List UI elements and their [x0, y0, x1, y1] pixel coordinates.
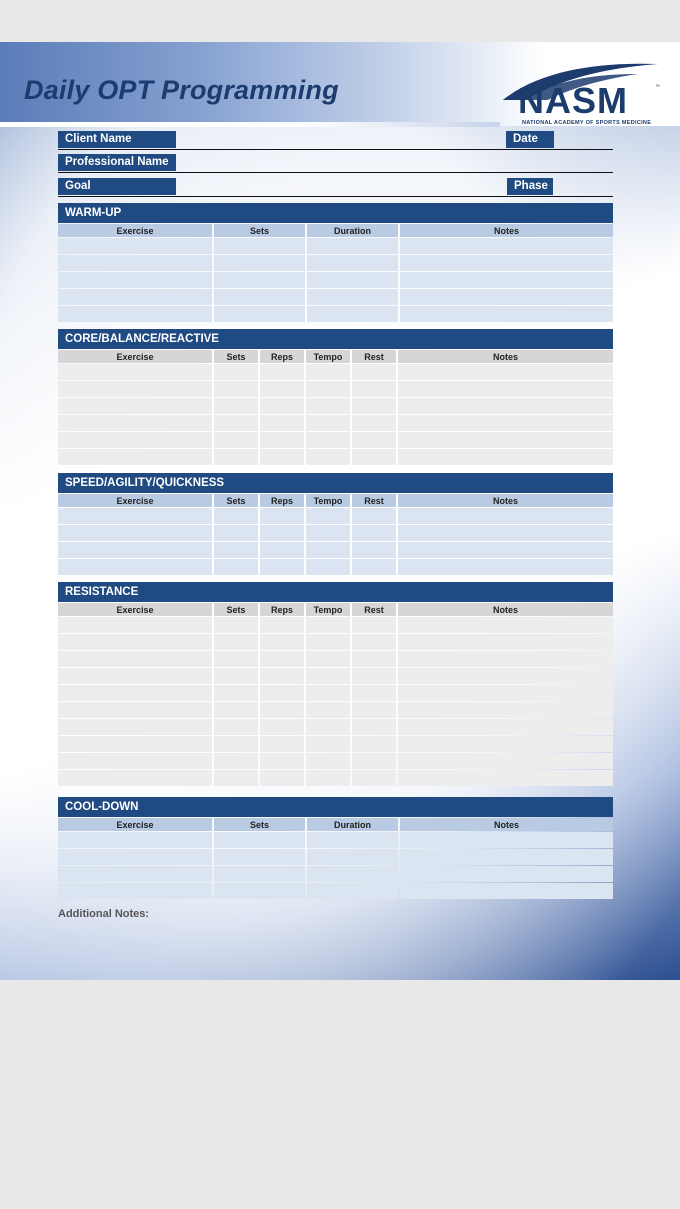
table-cell[interactable] [352, 685, 396, 701]
table-row [58, 849, 613, 865]
section-title: CORE/BALANCE/REACTIVE [58, 329, 613, 349]
table-cell[interactable] [352, 381, 396, 397]
table-cell[interactable] [398, 651, 613, 667]
table-cell[interactable] [214, 883, 305, 899]
phase-label: Phase [507, 178, 553, 195]
col-reps: Reps [260, 603, 304, 616]
table-cell[interactable] [58, 449, 212, 465]
table-cell[interactable] [352, 634, 396, 650]
table-cell[interactable] [214, 272, 305, 288]
table-cell[interactable] [214, 770, 258, 786]
table-cell[interactable] [214, 432, 258, 448]
table-cell[interactable] [58, 272, 212, 288]
table-cell[interactable] [352, 398, 396, 414]
table-cell[interactable] [260, 617, 304, 633]
table-cell[interactable] [352, 364, 396, 380]
table-cell[interactable] [352, 719, 396, 735]
table-cell[interactable] [58, 238, 212, 254]
table-cell[interactable] [214, 398, 258, 414]
col-sets: Sets [214, 224, 305, 237]
table-cell[interactable] [307, 289, 398, 305]
table-cell[interactable] [58, 719, 212, 735]
table-cell[interactable] [352, 415, 396, 431]
table-cell[interactable] [58, 849, 212, 865]
col-notes: Notes [400, 818, 613, 831]
table-row [58, 542, 613, 558]
table-cell[interactable] [58, 289, 212, 305]
table-row [58, 364, 613, 380]
table-cell[interactable] [352, 702, 396, 718]
saq-section [58, 473, 613, 576]
table-cell[interactable] [400, 238, 613, 254]
table-cell[interactable] [307, 306, 398, 322]
table-row [58, 255, 613, 271]
core-table [56, 349, 615, 466]
table-cell[interactable] [400, 272, 613, 288]
table-cell[interactable] [306, 685, 350, 701]
table-cell[interactable] [214, 559, 258, 575]
col-notes: Notes [398, 350, 613, 363]
table-cell[interactable] [400, 255, 613, 271]
title-rule [0, 122, 500, 127]
table-cell[interactable] [214, 736, 258, 752]
additional-notes-label: Additional Notes: [58, 908, 150, 920]
table-cell[interactable] [58, 306, 212, 322]
table-cell[interactable] [260, 364, 304, 380]
table-cell[interactable] [58, 617, 212, 633]
table-cell[interactable] [352, 559, 396, 575]
table-row [58, 651, 613, 667]
table-row [58, 238, 613, 254]
table-row [58, 832, 613, 848]
table-cell[interactable] [352, 668, 396, 684]
col-sets: Sets [214, 494, 258, 507]
col-tempo: Tempo [306, 494, 350, 507]
table-cell[interactable] [214, 525, 258, 541]
table-row [58, 381, 613, 397]
col-notes: Notes [398, 494, 613, 507]
table-cell[interactable] [214, 364, 258, 380]
table-row [58, 702, 613, 718]
table-row [58, 525, 613, 541]
table-cell[interactable] [214, 617, 258, 633]
cooldown-section [58, 797, 613, 900]
table-row [58, 449, 613, 465]
table-cell[interactable] [352, 770, 396, 786]
table-cell[interactable] [398, 432, 613, 448]
table-cell[interactable] [398, 559, 613, 575]
col-rest: Rest [352, 494, 396, 507]
table-cell[interactable] [260, 381, 304, 397]
table-cell[interactable] [214, 306, 305, 322]
table-cell[interactable] [260, 542, 304, 558]
table-cell[interactable] [352, 525, 396, 541]
table-cell[interactable] [260, 651, 304, 667]
table-row [58, 398, 613, 414]
table-cell[interactable] [58, 508, 212, 524]
table-cell[interactable] [306, 432, 350, 448]
saq-table [56, 493, 615, 576]
table-cell[interactable] [398, 415, 613, 431]
table-cell[interactable] [58, 668, 212, 684]
table-cell[interactable] [260, 415, 304, 431]
table-cell[interactable] [260, 525, 304, 541]
table-cell[interactable] [398, 364, 613, 380]
table-cell[interactable] [58, 559, 212, 575]
table-row [58, 272, 613, 288]
table-cell[interactable] [307, 272, 398, 288]
table-cell[interactable] [58, 736, 212, 752]
table-cell[interactable] [306, 508, 350, 524]
table-cell[interactable] [214, 719, 258, 735]
table-cell[interactable] [398, 381, 613, 397]
table-cell[interactable] [398, 770, 613, 786]
table-row [58, 432, 613, 448]
table-cell[interactable] [58, 651, 212, 667]
table-cell[interactable] [214, 255, 305, 271]
table-cell[interactable] [306, 398, 350, 414]
table-cell[interactable] [306, 651, 350, 667]
table-cell[interactable] [307, 883, 398, 899]
logo-text: NASM [518, 80, 628, 121]
table-cell[interactable] [214, 289, 305, 305]
table-cell[interactable] [214, 634, 258, 650]
table-cell[interactable] [306, 617, 350, 633]
table-cell[interactable] [214, 849, 305, 865]
table-cell[interactable] [307, 832, 398, 848]
table-cell[interactable] [398, 542, 613, 558]
table-row [58, 306, 613, 322]
table-cell[interactable] [58, 685, 212, 701]
table-row [58, 685, 613, 701]
section-title: SPEED/AGILITY/QUICKNESS [58, 473, 613, 493]
table-row [58, 559, 613, 575]
col-exercise: Exercise [58, 603, 212, 616]
table-cell[interactable] [307, 238, 398, 254]
table-cell[interactable] [260, 449, 304, 465]
table-cell[interactable] [58, 832, 212, 848]
table-cell[interactable] [58, 753, 212, 769]
table-row [58, 634, 613, 650]
table-cell[interactable] [306, 719, 350, 735]
professional-name-label: Professional Name [58, 154, 176, 171]
col-tempo: Tempo [306, 603, 350, 616]
table-cell[interactable] [58, 770, 212, 786]
table-cell[interactable] [260, 736, 304, 752]
logo-tm: ™ [655, 84, 660, 90]
table-cell[interactable] [398, 449, 613, 465]
goal-label: Goal [58, 178, 176, 195]
col-exercise: Exercise [58, 494, 212, 507]
table-cell[interactable] [214, 381, 258, 397]
table-row [58, 883, 613, 899]
section-title: RESISTANCE [58, 582, 613, 602]
table-cell[interactable] [352, 449, 396, 465]
table-cell[interactable] [260, 702, 304, 718]
table-cell[interactable] [58, 381, 212, 397]
professional-name-row[interactable] [58, 154, 613, 173]
client-name-row[interactable] [58, 131, 613, 150]
table-row [58, 668, 613, 684]
table-cell[interactable] [306, 525, 350, 541]
col-exercise: Exercise [58, 224, 212, 237]
table-cell[interactable] [306, 559, 350, 575]
table-cell[interactable] [398, 685, 613, 701]
table-row [58, 736, 613, 752]
col-reps: Reps [260, 494, 304, 507]
col-notes: Notes [398, 603, 613, 616]
table-cell[interactable] [398, 617, 613, 633]
table-cell[interactable] [260, 753, 304, 769]
cooldown-table [56, 817, 615, 900]
col-tempo: Tempo [306, 350, 350, 363]
table-cell[interactable] [260, 719, 304, 735]
resistance-table [56, 602, 615, 787]
col-reps: Reps [260, 350, 304, 363]
table-row [58, 770, 613, 786]
table-cell[interactable] [58, 398, 212, 414]
core-section [58, 329, 613, 466]
nasm-logo [488, 60, 663, 130]
table-cell[interactable] [398, 736, 613, 752]
resistance-section [58, 582, 613, 787]
table-cell[interactable] [307, 255, 398, 271]
table-cell[interactable] [352, 542, 396, 558]
table-cell[interactable] [398, 508, 613, 524]
table-cell[interactable] [214, 238, 305, 254]
table-cell[interactable] [398, 702, 613, 718]
table-cell[interactable] [398, 668, 613, 684]
table-cell[interactable] [260, 770, 304, 786]
table-cell[interactable] [260, 668, 304, 684]
table-cell[interactable] [306, 449, 350, 465]
col-duration: Duration [307, 818, 398, 831]
table-row [58, 617, 613, 633]
col-duration: Duration [307, 224, 398, 237]
col-sets: Sets [214, 818, 305, 831]
form-sheet [0, 42, 680, 980]
table-cell[interactable] [307, 866, 398, 882]
table-cell[interactable] [400, 883, 613, 899]
table-cell[interactable] [58, 702, 212, 718]
table-cell[interactable] [214, 668, 258, 684]
table-cell[interactable] [214, 866, 305, 882]
warmup-section [58, 203, 613, 323]
table-cell[interactable] [58, 634, 212, 650]
table-cell[interactable] [398, 634, 613, 650]
table-cell[interactable] [306, 753, 350, 769]
table-cell[interactable] [352, 432, 396, 448]
col-rest: Rest [352, 350, 396, 363]
table-cell[interactable] [306, 668, 350, 684]
table-cell[interactable] [398, 753, 613, 769]
warmup-table [56, 223, 615, 323]
page-title: Daily OPT Programming [24, 75, 339, 105]
table-cell[interactable] [352, 651, 396, 667]
table-cell[interactable] [306, 770, 350, 786]
table-cell[interactable] [306, 634, 350, 650]
table-cell[interactable] [260, 685, 304, 701]
table-cell[interactable] [352, 617, 396, 633]
col-exercise: Exercise [58, 350, 212, 363]
col-exercise: Exercise [58, 818, 212, 831]
table-cell[interactable] [214, 651, 258, 667]
table-cell[interactable] [306, 381, 350, 397]
table-cell[interactable] [214, 685, 258, 701]
table-cell[interactable] [58, 255, 212, 271]
table-cell[interactable] [58, 542, 212, 558]
table-cell[interactable] [214, 542, 258, 558]
date-label: Date [506, 131, 554, 148]
table-row [58, 508, 613, 524]
col-sets: Sets [214, 350, 258, 363]
section-title: WARM-UP [58, 203, 613, 223]
table-cell[interactable] [214, 702, 258, 718]
table-cell[interactable] [214, 753, 258, 769]
client-name-label: Client Name [58, 131, 176, 148]
goal-row[interactable] [58, 178, 613, 197]
table-cell[interactable] [352, 736, 396, 752]
table-cell[interactable] [214, 508, 258, 524]
table-cell[interactable] [214, 449, 258, 465]
table-cell[interactable] [398, 398, 613, 414]
table-cell[interactable] [400, 866, 613, 882]
table-row [58, 719, 613, 735]
table-cell[interactable] [307, 849, 398, 865]
table-row [58, 415, 613, 431]
table-cell[interactable] [400, 832, 613, 848]
table-cell[interactable] [352, 508, 396, 524]
table-cell[interactable] [400, 289, 613, 305]
table-cell[interactable] [306, 364, 350, 380]
table-cell[interactable] [306, 736, 350, 752]
col-notes: Notes [400, 224, 613, 237]
table-cell[interactable] [58, 883, 212, 899]
table-cell[interactable] [58, 525, 212, 541]
table-cell[interactable] [58, 866, 212, 882]
col-rest: Rest [352, 603, 396, 616]
table-cell[interactable] [214, 415, 258, 431]
table-cell[interactable] [260, 634, 304, 650]
table-cell[interactable] [400, 849, 613, 865]
table-cell[interactable] [306, 415, 350, 431]
table-cell[interactable] [214, 832, 305, 848]
table-cell[interactable] [306, 702, 350, 718]
table-cell[interactable] [260, 432, 304, 448]
table-row [58, 753, 613, 769]
table-cell[interactable] [398, 719, 613, 735]
section-title: COOL-DOWN [58, 797, 613, 817]
table-cell[interactable] [58, 364, 212, 380]
table-cell[interactable] [400, 306, 613, 322]
table-cell[interactable] [398, 525, 613, 541]
col-sets: Sets [214, 603, 258, 616]
table-cell[interactable] [352, 753, 396, 769]
table-cell[interactable] [306, 542, 350, 558]
table-row [58, 289, 613, 305]
logo-subtitle: NATIONAL ACADEMY OF SPORTS MEDICINE [522, 120, 652, 126]
table-cell[interactable] [58, 415, 212, 431]
table-cell[interactable] [260, 398, 304, 414]
table-cell[interactable] [260, 559, 304, 575]
table-row [58, 866, 613, 882]
table-cell[interactable] [260, 508, 304, 524]
table-cell[interactable] [58, 432, 212, 448]
